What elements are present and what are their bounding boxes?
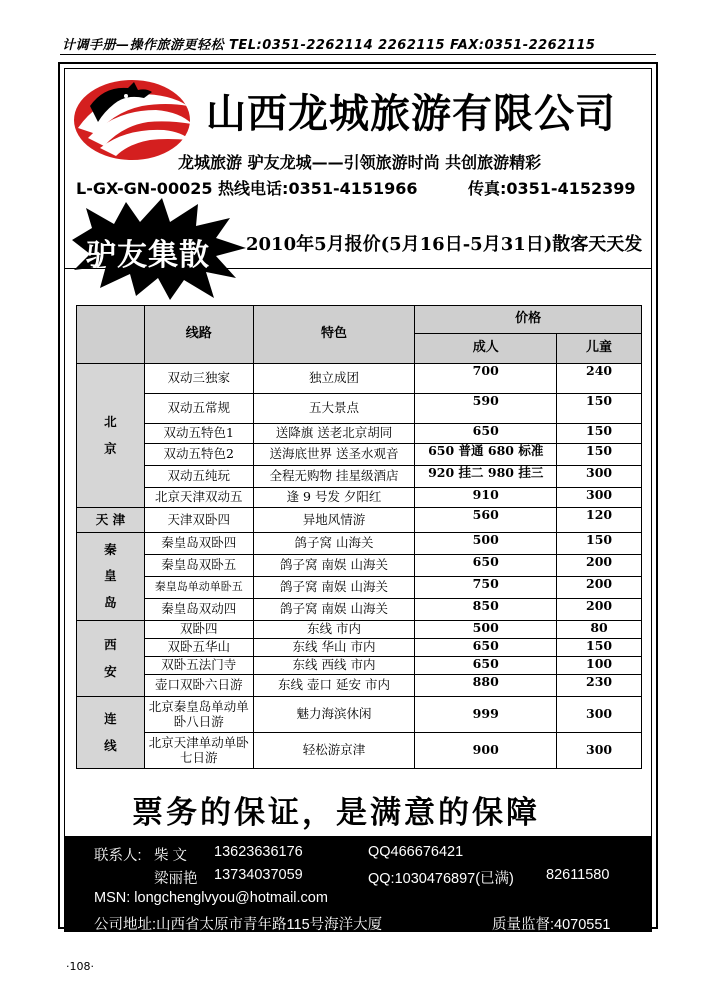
child-price: 120 bbox=[557, 508, 642, 533]
route-name: 双动五纯玩 bbox=[144, 466, 253, 488]
route-name: 双动三独家 bbox=[144, 364, 253, 394]
child-price: 300 bbox=[557, 697, 642, 733]
contact-tel: 82611580 bbox=[546, 867, 610, 883]
region-xian: 西 安 bbox=[77, 621, 145, 697]
page-number: ·108· bbox=[66, 960, 94, 973]
header-rule bbox=[60, 54, 656, 55]
adult-price: 880 bbox=[415, 675, 557, 697]
price-table bbox=[76, 305, 642, 769]
section-rule bbox=[64, 268, 652, 269]
child-price: 150 bbox=[557, 394, 642, 424]
route-feature: 东线 西线 市内 bbox=[253, 657, 415, 675]
adult-price: 650 bbox=[415, 657, 557, 675]
company-slogan: 龙城旅游 驴友龙城——引领旅游时尚 共创旅游精彩 bbox=[178, 153, 542, 172]
adult-price: 560 bbox=[415, 508, 557, 533]
table-row bbox=[77, 444, 642, 466]
contact-panel bbox=[64, 836, 652, 932]
route-feature: 送海底世界 送圣水观音 bbox=[253, 444, 415, 466]
quality-supervision: 质量监督:4070551 bbox=[492, 917, 611, 933]
route-name: 双动五常规 bbox=[144, 394, 253, 424]
route-name: 秦皇岛双动四 bbox=[144, 599, 253, 621]
route-feature: 送降旗 送老北京胡同 bbox=[253, 424, 415, 444]
child-price: 150 bbox=[557, 444, 642, 466]
region-tianjin: 天 津 bbox=[77, 508, 145, 533]
child-price: 300 bbox=[557, 733, 642, 769]
route-feature: 鸽子窝 山海关 bbox=[253, 533, 415, 555]
route-name: 双卧五法门寺 bbox=[144, 657, 253, 675]
child-price: 300 bbox=[557, 488, 642, 508]
adult-price: 750 bbox=[415, 577, 557, 599]
badge-text: 驴友集散 bbox=[86, 238, 210, 273]
table-row bbox=[77, 508, 642, 533]
adult-price: 650 bbox=[415, 555, 557, 577]
route-feature: 魅力海滨休闲 bbox=[253, 697, 415, 733]
adult-price: 910 bbox=[415, 488, 557, 508]
contact-phone-2: 13734037059 bbox=[214, 867, 303, 883]
child-price: 150 bbox=[557, 533, 642, 555]
adult-price: 500 bbox=[415, 533, 557, 555]
table-row bbox=[77, 488, 642, 508]
child-price: 200 bbox=[557, 555, 642, 577]
contact-label: 联系人: bbox=[94, 848, 142, 864]
child-header: 儿童 bbox=[557, 334, 642, 364]
table-row bbox=[77, 577, 642, 599]
adult-header: 成人 bbox=[415, 334, 557, 364]
route-feature: 鸽子窝 南娱 山海关 bbox=[253, 555, 415, 577]
page-header: 计调手册—操作旅游更轻松 TEL:0351-2262114 2262115 FAX:0351-2262115 bbox=[62, 38, 596, 53]
route-name: 秦皇岛单动单卧五 bbox=[144, 577, 253, 599]
route-feature: 鸽子窝 南娱 山海关 bbox=[253, 599, 415, 621]
contact-qq-1: QQ466676421 bbox=[368, 844, 464, 860]
company-name: 山西龙城旅游有限公司 bbox=[206, 91, 616, 137]
child-price: 300 bbox=[557, 466, 642, 488]
offer-title: 2010年5月报价(5月16日-5月31日)散客天天发 bbox=[246, 234, 643, 255]
table-row bbox=[77, 657, 642, 675]
child-price: 150 bbox=[557, 639, 642, 657]
child-price: 200 bbox=[557, 599, 642, 621]
adult-price: 999 bbox=[415, 697, 557, 733]
route-name: 双动五特色1 bbox=[144, 424, 253, 444]
region-qinhuangdao: 秦 皇 岛 bbox=[77, 533, 145, 621]
child-price: 100 bbox=[557, 657, 642, 675]
adult-price: 850 bbox=[415, 599, 557, 621]
route-feature: 独立成团 bbox=[253, 364, 415, 394]
corner-cell bbox=[77, 306, 145, 364]
company-address: 公司地址:山西省太原市青年路115号海洋大厦 bbox=[94, 917, 383, 933]
adult-price: 650 bbox=[415, 424, 557, 444]
route-header: 线路 bbox=[144, 306, 253, 364]
table-row bbox=[77, 599, 642, 621]
route-name: 北京天津单动单卧七日游 bbox=[144, 733, 253, 769]
child-price: 240 bbox=[557, 364, 642, 394]
route-name: 秦皇岛双卧五 bbox=[144, 555, 253, 577]
adult-price: 590 bbox=[415, 394, 557, 424]
contact-qq-2: QQ:1030476897(已满) bbox=[368, 871, 514, 887]
guarantee-slogan: 票务的保证，是满意的保障 bbox=[132, 795, 540, 831]
route-feature: 鸽子窝 南娱 山海关 bbox=[253, 577, 415, 599]
route-feature: 轻松游京津 bbox=[253, 733, 415, 769]
route-name: 双卧五华山 bbox=[144, 639, 253, 657]
route-name: 壶口双卧六日游 bbox=[144, 675, 253, 697]
contact-name-2: 梁丽艳 bbox=[154, 871, 198, 887]
contact-msn: MSN: longchenglvyou@hotmail.com bbox=[94, 890, 328, 906]
table-row bbox=[77, 697, 642, 733]
adult-price: 650 普通 680 标准 bbox=[415, 444, 557, 466]
adult-price: 500 bbox=[415, 621, 557, 639]
table-row bbox=[77, 639, 642, 657]
table-row bbox=[77, 466, 642, 488]
route-name: 双卧四 bbox=[144, 621, 253, 639]
route-feature: 五大景点 bbox=[253, 394, 415, 424]
route-name: 北京天津双动五 bbox=[144, 488, 253, 508]
region-beijing: 北 京 bbox=[77, 364, 145, 508]
table-row bbox=[77, 424, 642, 444]
route-feature: 东线 华山 市内 bbox=[253, 639, 415, 657]
route-feature: 东线 壶口 延安 市内 bbox=[253, 675, 415, 697]
region-combo: 连 线 bbox=[77, 697, 145, 769]
feature-header: 特色 bbox=[253, 306, 415, 364]
table-row bbox=[77, 555, 642, 577]
table-row bbox=[77, 621, 642, 639]
route-name: 秦皇岛双卧四 bbox=[144, 533, 253, 555]
adult-price: 650 bbox=[415, 639, 557, 657]
fax-number: 传真:0351-4152399 bbox=[468, 179, 636, 198]
price-header: 价格 bbox=[415, 306, 642, 334]
child-price: 150 bbox=[557, 424, 642, 444]
table-row bbox=[77, 733, 642, 769]
table-row bbox=[77, 394, 642, 424]
child-price: 80 bbox=[557, 621, 642, 639]
route-feature: 东线 市内 bbox=[253, 621, 415, 639]
route-name: 双动五特色2 bbox=[144, 444, 253, 466]
table-row bbox=[77, 675, 642, 697]
child-price: 230 bbox=[557, 675, 642, 697]
table-row bbox=[77, 533, 642, 555]
license-hotline: L-GX-GN-00025 热线电话:0351-4151966 bbox=[76, 179, 418, 198]
route-name: 天津双卧四 bbox=[144, 508, 253, 533]
route-feature: 逢 9 号发 夕阳红 bbox=[253, 488, 415, 508]
adult-price: 900 bbox=[415, 733, 557, 769]
adult-price: 920 挂二 980 挂三 bbox=[415, 466, 557, 488]
route-feature: 异地风情游 bbox=[253, 508, 415, 533]
child-price: 200 bbox=[557, 577, 642, 599]
route-name: 北京秦皇岛单动单卧八日游 bbox=[144, 697, 253, 733]
contact-phone-1: 13623636176 bbox=[214, 844, 303, 860]
contact-name-1: 柴 文 bbox=[154, 848, 188, 864]
adult-price: 700 bbox=[415, 364, 557, 394]
route-feature: 全程无购物 挂星级酒店 bbox=[253, 466, 415, 488]
table-row bbox=[77, 364, 642, 394]
